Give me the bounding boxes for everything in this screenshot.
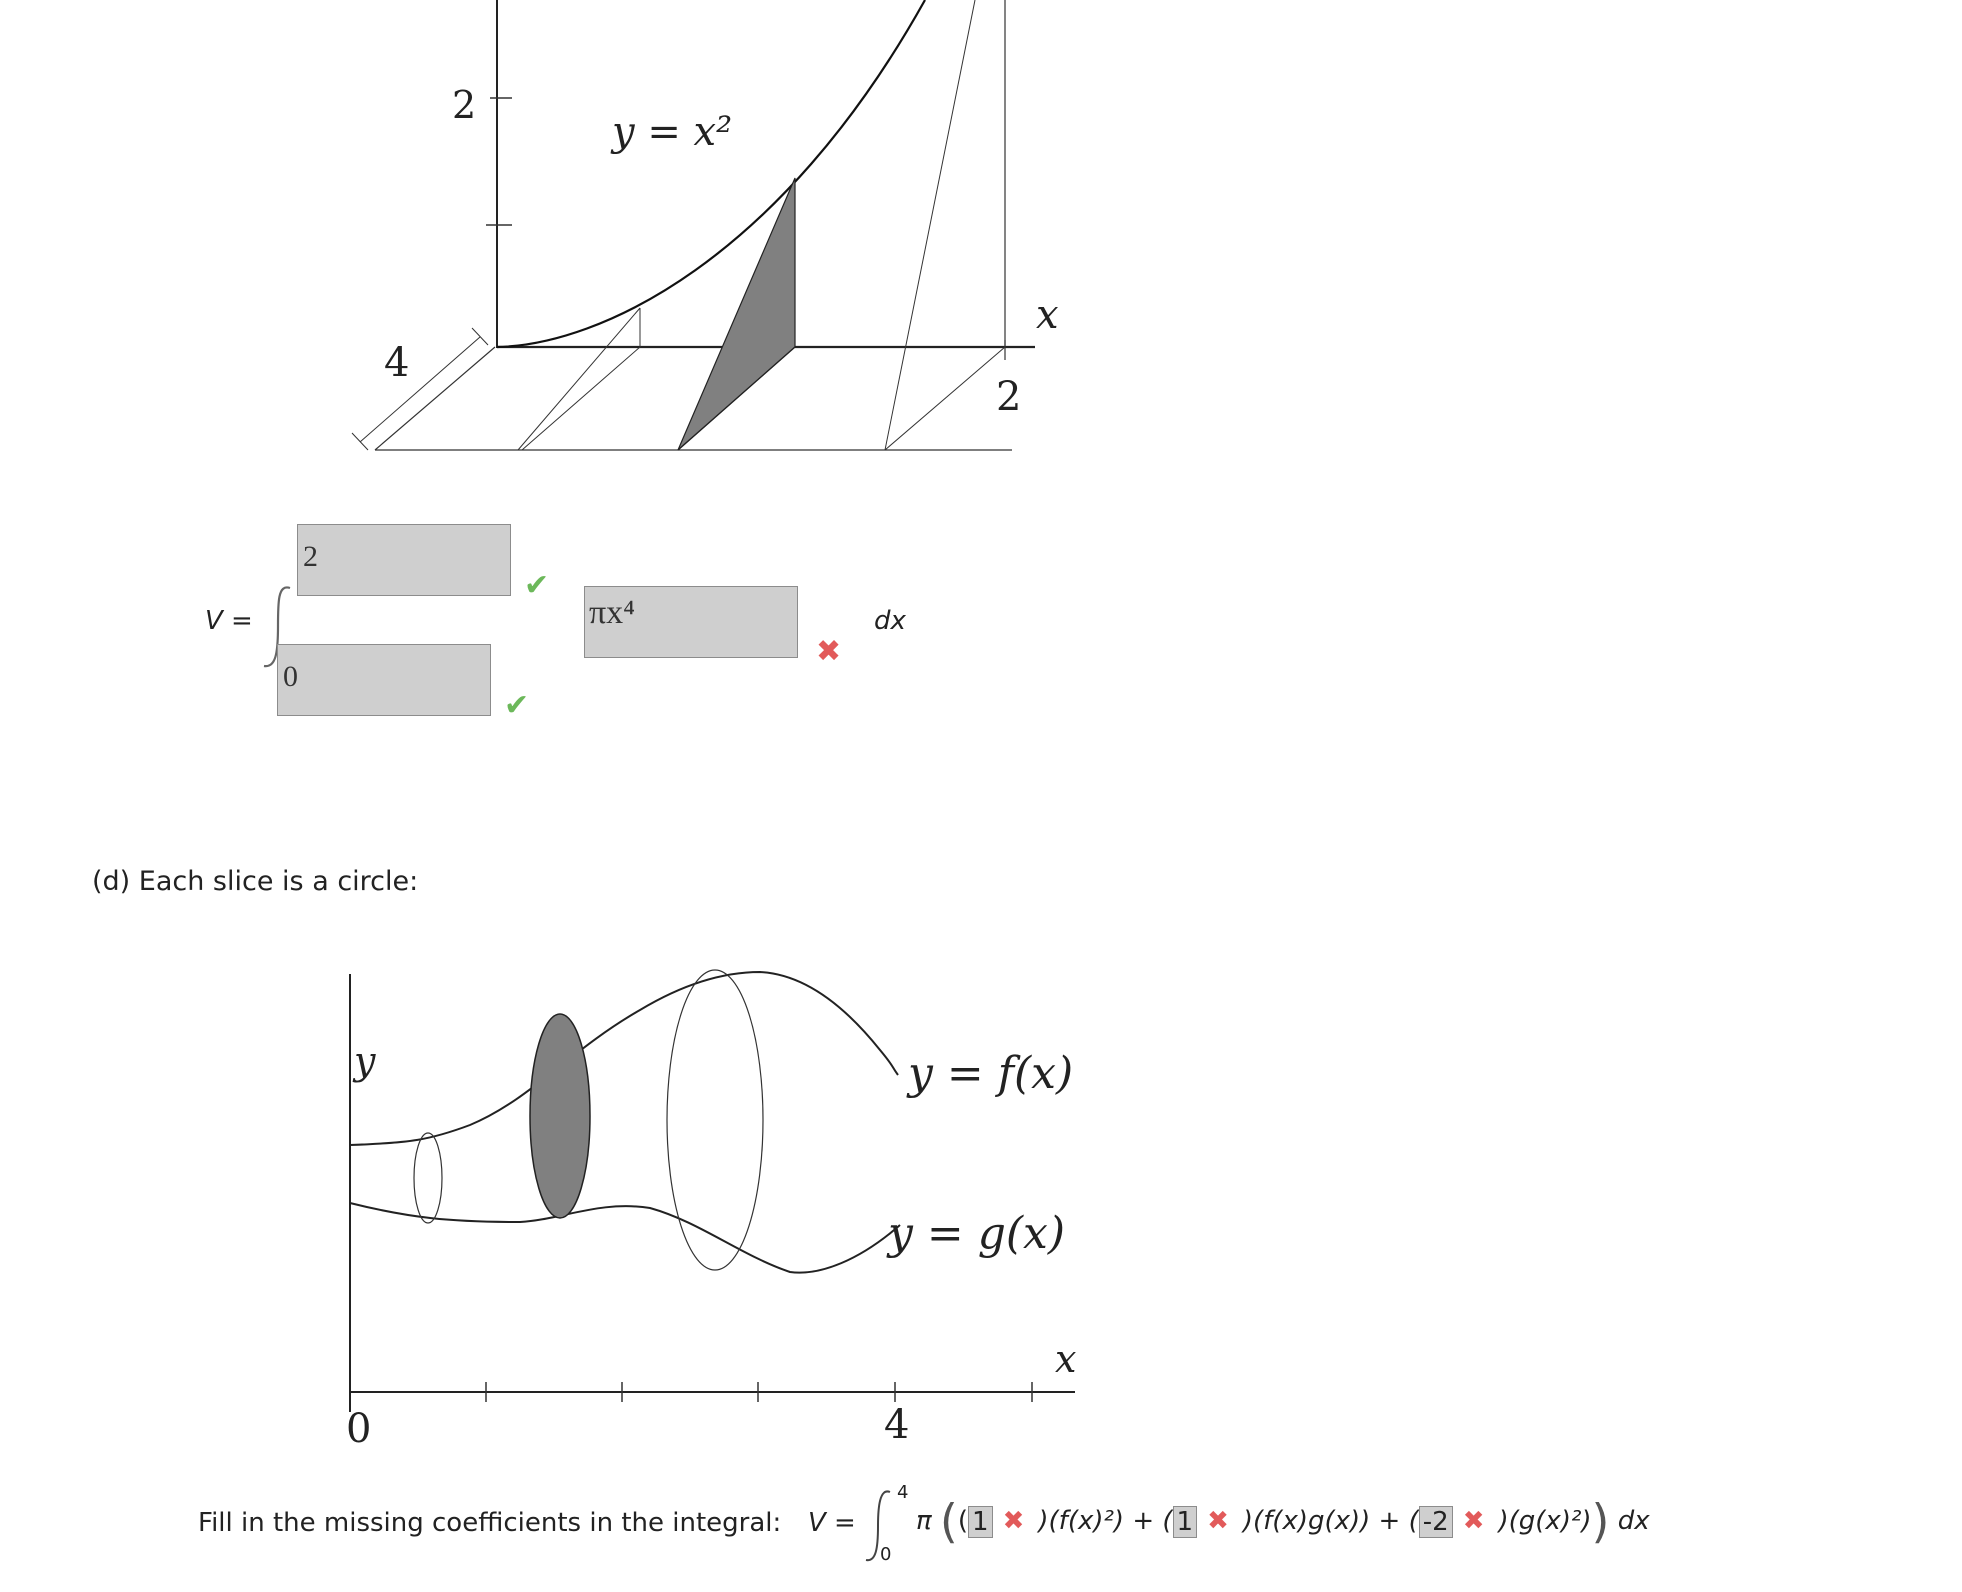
big-open-paren: ( <box>939 1494 958 1549</box>
coefficient-3-x-icon: ✖ <box>1462 1506 1485 1536</box>
d-x-axis-label: x <box>1055 1337 1077 1381</box>
part-c-dx: dx <box>874 606 906 636</box>
d-tick-4-label: 4 <box>884 1402 910 1448</box>
part-d-prompt: Fill in the missing coefficients in the integral: <box>198 1508 782 1538</box>
part-c-integral <box>0 510 1000 740</box>
f-label: y = f(x) <box>908 1048 1074 1099</box>
part-d-upper-limit: 4 <box>897 1482 909 1503</box>
upper-limit-check-icon: ✔ <box>524 568 550 603</box>
lower-limit-value: 0 <box>283 660 298 693</box>
lower-limit-input[interactable] <box>277 644 491 716</box>
term-3: )(g(x)²) <box>1498 1506 1592 1536</box>
depth-label: 4 <box>384 340 410 386</box>
coefficient-2-input[interactable]: 1 <box>1173 1506 1198 1538</box>
d-y-axis-label: y <box>354 1039 376 1083</box>
part-c-figure <box>0 0 1962 470</box>
part-d-dx: dx <box>1617 1506 1650 1536</box>
coefficient-2-x-icon: ✖ <box>1207 1506 1229 1536</box>
upper-limit-value: 2 <box>303 540 318 573</box>
term-2: )(f(x)g(x)) + ( <box>1242 1506 1419 1536</box>
coefficient-1-input[interactable]: 1 <box>968 1506 993 1538</box>
integrand-x-icon: ✖ <box>816 634 842 669</box>
part-d-heading: (d) Each slice is a circle: <box>92 866 419 897</box>
part-d-figure <box>0 960 1962 1450</box>
g-label: y = g(x) <box>888 1208 1066 1259</box>
upper-limit-input[interactable] <box>297 524 511 596</box>
big-close-paren: ) <box>1591 1494 1610 1549</box>
part-d-lhs: V = <box>808 1508 856 1538</box>
lower-limit-check-icon: ✔ <box>504 688 530 723</box>
pi-symbol: π <box>916 1506 932 1536</box>
coefficient-1-x-icon: ✖ <box>1002 1506 1025 1536</box>
term-1: )(f(x)²) + ( <box>1038 1506 1173 1536</box>
integrand-value: πx⁴ <box>589 594 636 631</box>
volume-lhs: V = <box>205 606 253 636</box>
part-d-lower-limit: 0 <box>880 1544 892 1565</box>
coefficient-3-input[interactable]: -2 <box>1419 1506 1453 1538</box>
d-tick-0-label: 0 <box>346 1406 372 1450</box>
tick-y-2-label: 2 <box>452 83 477 127</box>
tick-x-2-label: 2 <box>996 374 1022 420</box>
axis-x-label: x <box>1036 292 1059 338</box>
coefficient-expression: π (( 1 ✖ )(f(x)²) + ( 1 ✖ )(f(x)g(x)) + ( -2 ✖ )(g(x)²)) dx <box>916 1494 1650 1549</box>
curve-label: y = x² <box>612 109 733 155</box>
